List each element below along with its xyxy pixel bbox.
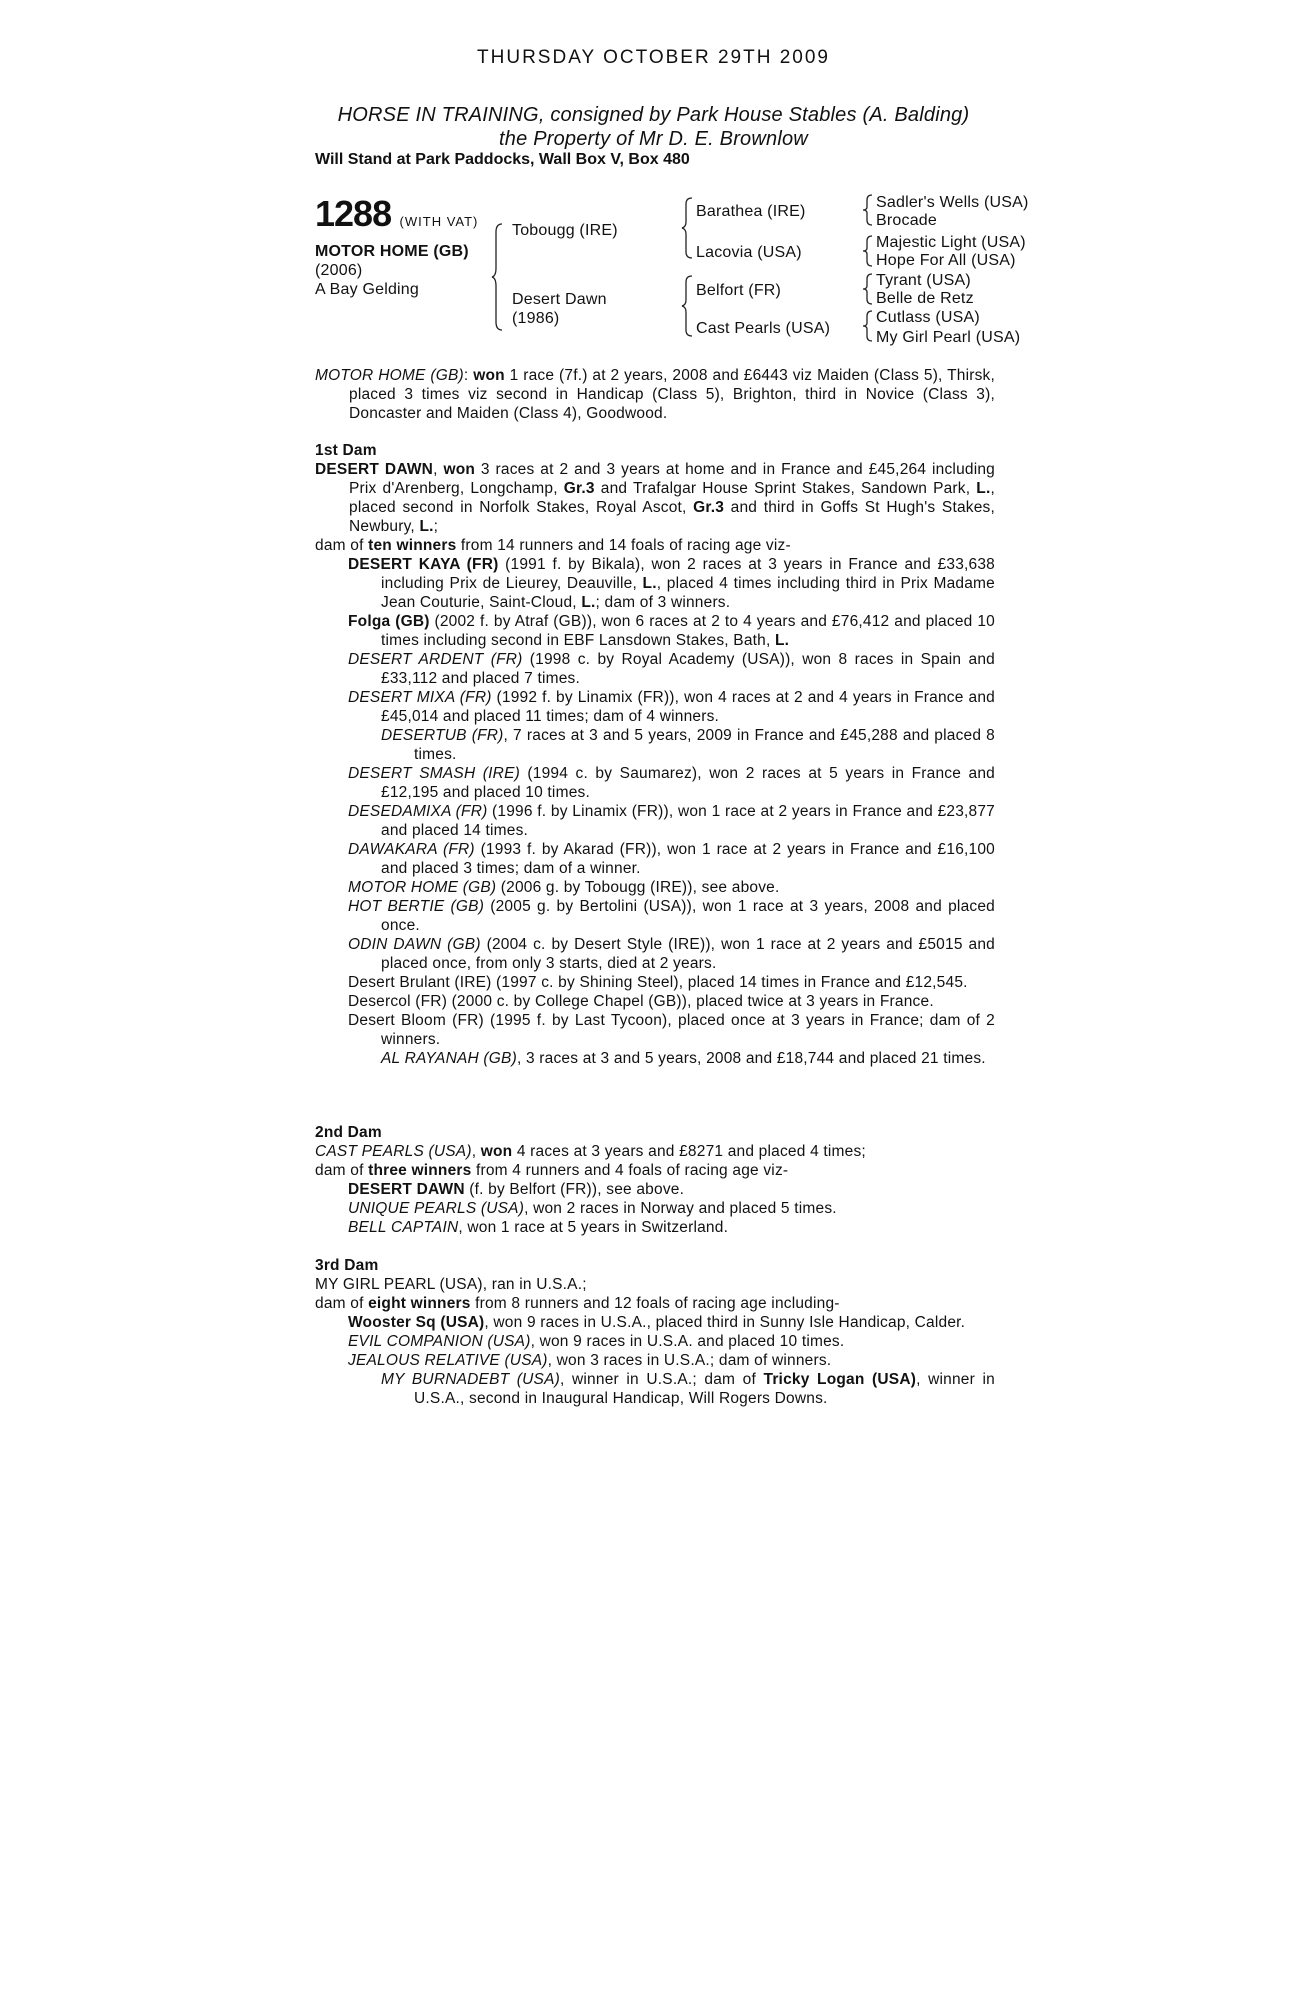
second-dam-produce-list (315, 1180, 995, 1237)
winners-count: three winners (368, 1162, 472, 1179)
pedigree-sds: Majestic Light (USA) (876, 234, 1026, 251)
produce-name: JEALOUS RELATIVE (USA) (348, 1352, 548, 1369)
produce-entry (315, 935, 995, 973)
stand-location: Will Stand at Park Paddocks, Wall Box V, Box 480 (315, 151, 690, 168)
sale-date: THURSDAY OCTOBER 29TH 2009 (477, 47, 830, 68)
produce-name: DESERTUB (FR) (381, 727, 504, 744)
third-dam-section (315, 1256, 995, 1408)
produce-entry (315, 840, 995, 878)
pedigree-dam (512, 290, 607, 328)
produce-entry (315, 1313, 995, 1332)
horse-identity (315, 242, 469, 299)
produce-name: Folga (GB) (348, 613, 430, 630)
produce-text: , placed 4 times including third in Prix Madame Jean Couturie, Saint-Cloud, (381, 575, 995, 611)
produce-text: (2004 c. by Desert Style (IRE)), won 1 race at 2 years and £5015 and placed once, from only 3 starts, died at 2 years. (381, 936, 995, 972)
produce-entry (315, 1049, 995, 1068)
produce-entry (315, 802, 995, 840)
produce-entry (315, 1199, 995, 1218)
produce-entry (315, 1370, 995, 1408)
pedigree-brace-dam (682, 274, 694, 338)
grade-tag: Gr.3 (563, 480, 595, 497)
produce-text: , won 9 races in U.S.A. and placed 10 times. (530, 1333, 845, 1350)
produce-text: (1992 f. by Linamix (FR)), won 4 races at 2 and 4 years in France and £45,014 and placed 11 times; dam of 4 winners. (381, 689, 995, 725)
produce-entry (315, 612, 995, 650)
produce-text: (1993 f. by Akarad (FR)), won 1 race at 2 years in France and £16,100 and placed 3 times; dam of a winner. (381, 841, 995, 877)
produce-text: (1995 f. by Last Tycoon), placed once at 3 years in France; dam of 2 winners. (381, 1012, 995, 1048)
produce-text: , 3 races at 3 and 5 years, 2008 and £18,744 and placed 21 times. (516, 1050, 986, 1067)
produce-tag: L. (581, 594, 596, 611)
produce-name: Desert Brulant (IRE) (348, 974, 492, 991)
second-dam-section: 2nd Dam CAST PEARLS (USA), won 4 races at 3 years and £8271 and placed 4 times; dam of three winners from 4 runners and 4 foals of racing age viz- DESERT DAWN (f. by Belfort (FR)), see above. UNIQUE PEARLS (USA), won 2 races in Norway and placed 5 times. BELL CAPTAIN, won 1 race at 5 years in Switzerland. (315, 1123, 995, 1237)
produce-text: (1994 c. by Saumarez), won 2 races at 5 years in France and £12,195 and placed 10 times. (381, 765, 995, 801)
produce-entry (315, 992, 995, 1011)
dam-of-text: from 4 runners and 4 foals of racing age viz- (471, 1162, 789, 1179)
produce-text: (1991 f. by Bikala), won 2 races at 3 years in France and £33,638 including Prix de Lieurey, Deauville, (381, 556, 996, 592)
horse-description: A Bay Gelding (315, 281, 419, 298)
first-dam-produce-list (315, 555, 995, 1068)
produce-text: (f. by Belfort (FR)), see above. (464, 1181, 685, 1198)
pedigree-dam-dam: Cast Pearls (USA) (696, 320, 831, 337)
horse-year: (2006) (315, 262, 363, 279)
grade-tag: Gr.3 (693, 499, 725, 516)
produce-name: Desercol (FR) (348, 993, 448, 1010)
pedigree-dam-name: Desert Dawn (512, 291, 607, 308)
produce-text: , won 2 races in Norway and placed 5 times. (524, 1200, 837, 1217)
produce-entry (315, 973, 995, 992)
dam-of-label: dam of (315, 537, 369, 554)
produce-entry (315, 1218, 995, 1237)
third-dam-produce-list (315, 1313, 995, 1408)
winners-count: ten winners (368, 537, 457, 554)
lot-number: 1288 (315, 193, 392, 234)
first-dam-text: and third in Goffs St Hugh's Stakes, Newbury, (349, 499, 995, 535)
produce-entry (315, 878, 995, 897)
produce-name: EVIL COMPANION (USA) (348, 1333, 531, 1350)
pedigree-sire: Tobougg (IRE) (512, 222, 618, 239)
first-dam-text: and Trafalgar House Sprint Stakes, Sandown Park, (594, 480, 977, 497)
pedigree-dam-year: (1986) (512, 310, 560, 327)
first-dam-text: 3 races at 2 and 3 years at home and in France and £45,264 including Prix d'Arenberg, Longchamp, (349, 461, 995, 497)
pedigree-ddd: My Girl Pearl (USA) (876, 329, 1021, 346)
produce-name: DAWAKARA (FR) (348, 841, 475, 858)
horse-name: MOTOR HOME (GB) (315, 243, 469, 260)
first-dam-text: , placed second in Norfolk Stakes, Royal Ascot, (349, 480, 995, 516)
produce-entry (315, 897, 995, 935)
pedigree-brace-dd (863, 309, 873, 343)
first-dam-heading: 1st Dam (315, 442, 377, 459)
pedigree-dds: Cutlass (USA) (876, 309, 980, 326)
pedigree-sdd: Hope For All (USA) (876, 252, 1016, 269)
produce-name: UNIQUE PEARLS (USA) (348, 1200, 525, 1217)
summary-text: 1 race (7f.) at 2 years, 2008 and £6443 viz Maiden (Class 5), Thirsk, placed 3 times viz second in Handicap (Class 5), Brighton, third in Novice (Class 3), Doncaster and Maiden (Class 4), Goodwood. (349, 367, 995, 422)
produce-name: ODIN DAWN (GB) (348, 936, 481, 953)
vat-note: (WITH VAT) (399, 214, 479, 229)
produce-text: , won 3 races in U.S.A.; dam of winners. (547, 1352, 832, 1369)
produce-name: DESEDAMIXA (FR) (348, 803, 488, 820)
produce-tag: L. (775, 632, 790, 649)
first-dam-name: DESERT DAWN (315, 461, 434, 478)
produce-name: DESERT SMASH (IRE) (348, 765, 520, 782)
pedigree-dsd: Belle de Retz (876, 290, 974, 307)
produce-entry (315, 1011, 995, 1049)
race-summary: MOTOR HOME (GB): won 1 race (7f.) at 2 years, 2008 and £6443 viz Maiden (Class 5), Thirsk, placed 3 times viz second in Handicap (Class 5), Brighton, third in Novice (Class 3), Doncaster and Maiden (Class 4), Goodwood. (315, 367, 995, 422)
dam-of-label: dam of (315, 1295, 369, 1312)
produce-name: DESERT ARDENT (FR) (348, 651, 523, 668)
produce-text: , won 1 race at 5 years in Switzerland. (458, 1219, 729, 1236)
property-line: the Property of Mr D. E. Brownlow (499, 128, 808, 150)
lot-number-block (315, 193, 478, 235)
pedigree-sire-dam: Lacovia (USA) (696, 244, 802, 261)
produce-text: (2005 g. by Bertolini (USA)), won 1 race at 3 years, 2008 and placed once. (381, 898, 995, 934)
produce-text: (1997 c. by Shining Steel), placed 14 times in France and £12,545. (491, 974, 968, 991)
second-dam-name: CAST PEARLS (USA) (315, 1143, 472, 1160)
pedigree-brace-main (492, 222, 504, 332)
produce-text: (1998 c. by Royal Academy (USA)), won 8 races in Spain and £33,112 and placed 7 times. (381, 651, 995, 687)
dam-of-text: from 8 runners and 12 foals of racing age including- (470, 1295, 840, 1312)
third-dam-line: MY GIRL PEARL (USA), ran in U.S.A.; (315, 1276, 587, 1293)
third-dam-heading: 3rd Dam (315, 1257, 379, 1274)
summary-won: won (473, 367, 505, 384)
pedigree-sire-sire: Barathea (IRE) (696, 203, 806, 220)
produce-name: MOTOR HOME (GB) (348, 879, 497, 896)
produce-entry (315, 726, 995, 764)
second-dam-heading: 2nd Dam (315, 1124, 382, 1141)
pedigree-brace-ds (863, 272, 873, 306)
first-dam-produce-summary (315, 536, 995, 555)
dam-of-label: dam of (315, 1162, 369, 1179)
produce-name: HOT BERTIE (GB) (348, 898, 485, 915)
produce-text: (1996 f. by Linamix (FR)), won 1 race at 2 years in France and £23,877 and placed 14 times. (381, 803, 995, 839)
produce-name: DESERT KAYA (FR) (348, 556, 499, 573)
summary-horse-name: MOTOR HOME (GB) (315, 367, 464, 384)
first-dam-won: won (443, 461, 476, 478)
pedigree-dss: Tyrant (USA) (876, 272, 971, 289)
produce-text: , winner in U.S.A., second in Inaugural Handicap, Will Rogers Downs. (414, 1371, 995, 1407)
produce-entry (315, 688, 995, 726)
produce-name: AL RAYANAH (GB) (381, 1050, 517, 1067)
pedigree-brace-sire (682, 196, 694, 260)
pedigree-sss: Sadler's Wells (USA) (876, 194, 1029, 211)
produce-text: , 7 races at 3 and 5 years, 2009 in France and £45,288 and placed 8 times. (414, 727, 995, 763)
produce-name: DESERT MIXA (FR) (348, 689, 492, 706)
produce-name: Desert Bloom (FR) (348, 1012, 484, 1029)
winners-count: eight winners (368, 1295, 471, 1312)
pedigree-ssd: Brocade (876, 212, 937, 229)
produce-entry (315, 1332, 995, 1351)
pedigree-brace-sd (863, 234, 873, 268)
pedigree-dam-sire: Belfort (FR) (696, 282, 782, 299)
produce-name: BELL CAPTAIN (348, 1219, 459, 1236)
produce-entry (315, 1351, 995, 1370)
produce-entry (315, 650, 995, 688)
produce-name: Wooster Sq (USA) (348, 1314, 485, 1331)
produce-text: (2006 g. by Tobougg (IRE)), see above. (496, 879, 780, 896)
second-dam-won: won (480, 1143, 513, 1160)
produce-text: (2000 c. by College Chapel (GB)), placed twice at 3 years in France. (447, 993, 934, 1010)
second-dam-text: 4 races at 3 years and £8271 and placed 4 times; (512, 1143, 866, 1160)
produce-name: DESERT DAWN (348, 1181, 465, 1198)
consignment-heading (0, 103, 1307, 151)
pedigree-brace-ss (863, 193, 873, 227)
produce-text: , winner in U.S.A.; dam of (560, 1371, 764, 1388)
produce-text: (2002 f. by Atraf (GB)), won 6 races at 2 to 4 years and £76,412 and placed 10 times including second in EBF Lansdown Stakes, Bath, (381, 613, 995, 649)
produce-entry (315, 1180, 995, 1199)
produce-entry (315, 764, 995, 802)
first-dam-section: 1st Dam DESERT DAWN, won 3 races at 2 and 3 years at home and in France and £45,264 including Prix d'Arenberg, Longchamp, Gr.3 and Trafalgar House Sprint Stakes, Sandown Park, L., placed second in Norfolk Stakes, Royal Ascot, Gr.3 and third in Goffs St Hugh's Stakes, Newbury, L.; dam of ten winners from 14 runners and 14 foals of racing age viz- DESERT KAYA (FR) (1991 f. by Bikala), won 2 races at 3 years in France and £33,638 including Prix de Lieurey, Deauville, L., placed 4 times including third in Prix Madame Jean Couturie, Saint-Cloud, L.; dam of 3 winners. Folga (GB) (2002 f. by Atraf (GB)), won 6 races at 2 to 4 years and £76,412 and placed 10 times including second in EBF Lansdown Stakes, Bath, L. DESERT ARDENT (FR) (1998 c. by Royal Academy (USA)), won 8 races in Spain and £33,112 and placed 7 times. DESERT MIXA (FR) (1992 f. by Linamix (FR)), won 4 races at 2 and 4 years in France and £45,014 and placed 11 times; dam of 4 winners. DESERTUB (FR), 7 races at 3 and 5 years, 2009 in France and £45,288 and placed 8 times. DESERT SMASH (IRE) (1994 c. by Saumarez), won 2 races at 5 years in France and £12,195 and placed 10 times. DESEDAMIXA (FR) (1996 f. by Linamix (FR)), won 1 race at 2 years in France and £23,877 and placed 14 times. DAWAKARA (FR) (1993 f. by Akarad (FR)), won 1 race at 2 years in France and £16,100 and placed 3 times; dam of a winner. MOTOR HOME (GB) (2006 g. by Tobougg (IRE)), see above. HOT BERTIE (GB) (2005 g. by Bertolini (USA)), won 1 race at 3 years, 2008 and placed once. ODIN DAWN (GB) (2004 c. by Desert Style (IRE)), won 1 race at 2 years and £5015 and placed once, from only 3 starts, died at 2 years. Desert Brulant (IRE) (1997 c. by Shining Steel), placed 14 times in France and £12,545. Desercol (FR) (2000 c. by College Chapel (GB)), placed twice at 3 years in France. Desert Bloom (FR) (1995 f. by Last Tycoon), placed once at 3 years in France; dam of 2 winners. AL RAYANAH (GB), 3 races at 3 and 5 years, 2008 and £18,744 and placed 21 times. (315, 442, 996, 1067)
produce-entry (315, 555, 995, 612)
consignment-line: HORSE IN TRAINING, consigned by Park House Stables (A. Balding) (337, 104, 970, 126)
listed-tag: L. (976, 480, 991, 497)
first-dam-text: ; (433, 518, 439, 535)
dam-of-text: from 14 runners and 14 foals of racing age viz- (456, 537, 791, 554)
produce-tag: Tricky Logan (USA) (763, 1371, 917, 1388)
produce-tag: L. (642, 575, 657, 592)
listed-tag: L. (419, 518, 434, 535)
produce-text: ; dam of 3 winners. (595, 594, 731, 611)
produce-text: , won 9 races in U.S.A., placed third in Sunny Isle Handicap, Calder. (484, 1314, 966, 1331)
produce-name: MY BURNADEBT (USA) (381, 1371, 560, 1388)
